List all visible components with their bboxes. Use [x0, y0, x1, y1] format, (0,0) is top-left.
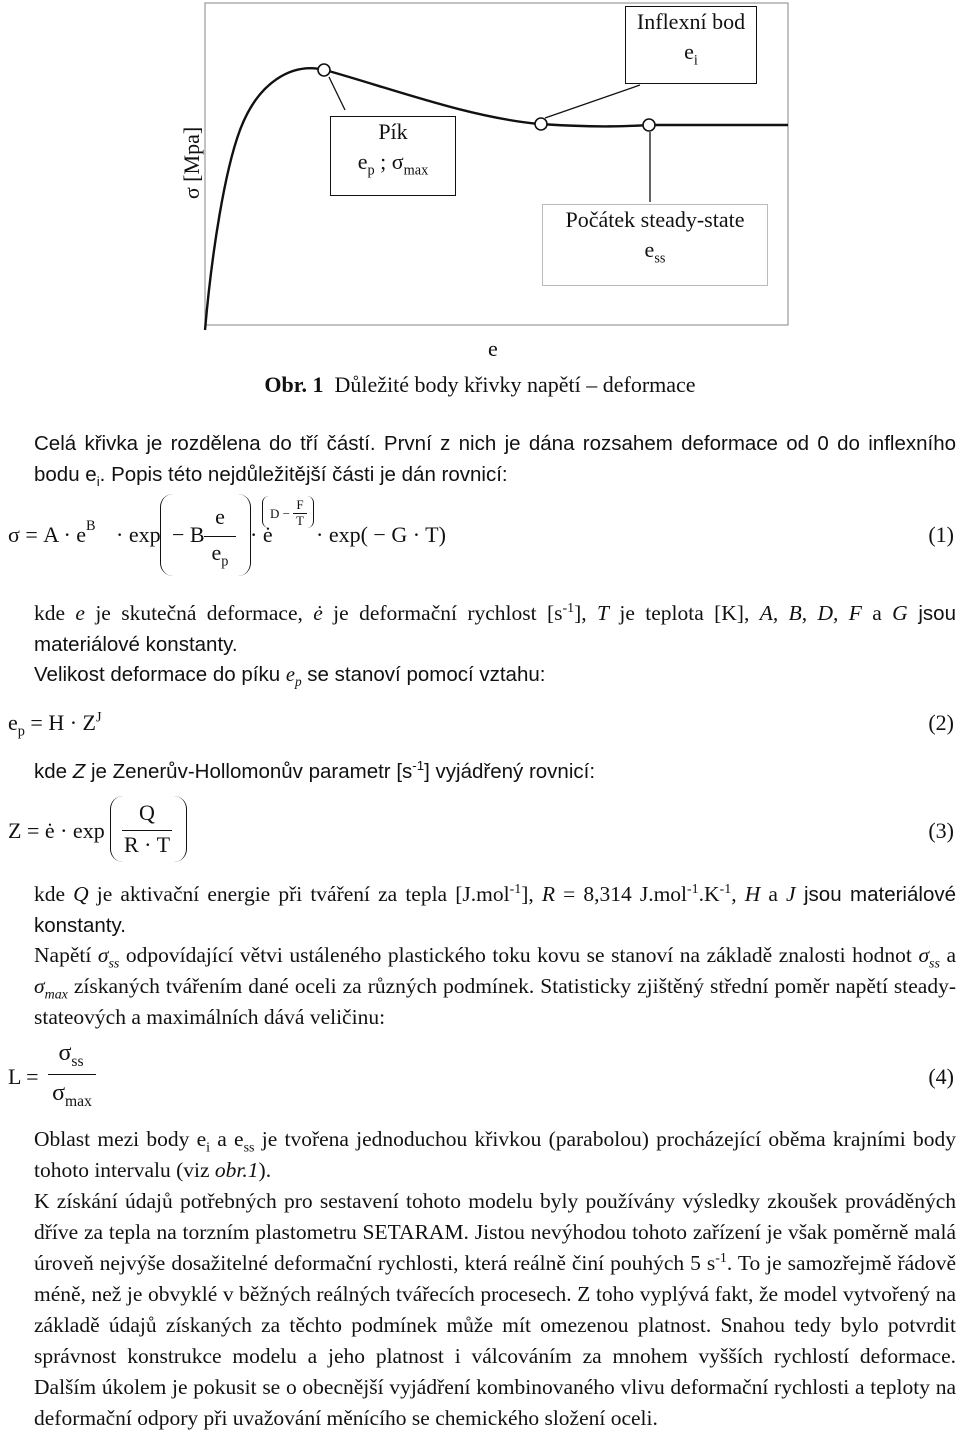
equation-2: [0, 700, 960, 750]
paragraph-steady-stress: Napětí $\sigma_{ss}$ odpovídající větvi ustáleného plastického toku kovu se stanoví na základě znalosti hodnot $\sigma_{ss}$ a $\sigma_{max}$ získaných tvářením dané oceli za různých podmínek. Statisticky zjištěný střední poměr napětí steady-stateových a maximálních dává veličinu:: [34, 943, 957, 1029]
peak-leader-line: [329, 77, 345, 110]
eq1-frac-bar: [204, 536, 236, 537]
figure-caption: [0, 372, 960, 398]
peak-box-title: Pík: [378, 119, 408, 144]
y-axis-label-wrap: [172, 118, 212, 218]
paragraph-intro: Celá křivka je rozdělena do tří částí. První z nich je dána rozsahem deformace od 0 do inflexního bodu $e_i$. Popis této nejdůležitější části je dán rovnicí:: [34, 432, 956, 490]
steady-box-title: Počátek steady-state: [565, 207, 745, 232]
eq1-exp-word: · exp: [116, 522, 161, 547]
inflexion-box-symbol: $e_i$: [684, 38, 698, 69]
steady-state-box: [542, 204, 768, 286]
paragraph-peak-strain: Velikost deformace do píku $e_p$ se stanoví pomocí vztahu:: [34, 663, 546, 690]
eq2-body: $e_p = H \cdot Z^J$: [8, 709, 102, 740]
stress-strain-figure: [0, 0, 960, 380]
inflexion-point-marker: [535, 118, 547, 130]
paragraph-setaram: K získání údajů potřebných pro sestavení tohoto modelu byly používány výsledky zkoušek prováděných dříve za tepla na torzním plastometru SETARAM. Jistou nevýhodou tohoto zařízení je však poměrně malá úroveň nejvýše dosažitelné deformační rychlosti, která reálně činí pouhých 5 $s^{-1}$. To je samozřejmě řádově méně, než je obvyklé v běžných reálných tvářecích procesech. Z toho vyplývá fakt, že model vytvořený na základě údajů získaných za těchto podmínek může mít omezenou platnost. Snahou tedy bylo potvrdit správnost konstrukce modelu a jeho platnost i válcováním za mnohem vyšších rychlostí deformace. Dalším úkolem je pokusit se o obecnější vyjádření kombinovaného vlivu deformační rychlosti a teploty na deformační odpory při uvažování měnícího se chemického složení oceli.: [34, 1189, 956, 1430]
eq3-number: (3): [928, 818, 954, 843]
inflexion-box-title: Inflexní bod: [636, 9, 746, 34]
y-axis-label: σ [Mpa]: [179, 126, 204, 200]
caption-label: Obr. 1: [264, 372, 324, 397]
eq1-minus-b: − B: [172, 522, 205, 547]
inflexion-point-box: [625, 6, 757, 84]
x-axis-label: e: [488, 336, 498, 361]
eq1-frac-den: $e_p$: [211, 540, 229, 570]
eq4-num: $\sigma_{ss}$: [58, 1040, 84, 1070]
eq3-frac-bar: [122, 830, 172, 831]
figure-graphics: [0, 0, 960, 370]
equation-4: [0, 1040, 960, 1120]
eq2-number: (2): [928, 710, 954, 735]
eq3-den: R · T: [123, 832, 171, 857]
peak-box-symbols: $e_p$ ; $\sigma_{max}$: [357, 148, 429, 179]
inflexion-leader-line: [545, 85, 640, 118]
paragraph-eq3-legend: kde Q je aktivační energie při tváření za tepla [J.mol$^{-1}$], R = 8,314 $J.mol^{-1}.K^{-1}$, H a J jsou materiálové konstanty.: [34, 881, 956, 937]
eq1-lhs: $\sigma = A \cdot e^B$: [8, 517, 96, 547]
caption-text: Důležité body křivky napětí – deformace: [334, 372, 696, 397]
eq4-lhs: L =: [8, 1064, 39, 1089]
steady-box-symbol: $e_{ss}$: [644, 236, 666, 267]
eq3-num: Q: [139, 800, 155, 825]
equation-3: [0, 796, 960, 868]
equation-1: [0, 490, 960, 585]
peak-point-marker: [318, 64, 330, 76]
paragraph-parabola: Oblast mezi body $e_i$ a $e_{ss}$ je tvořena jednoduchou křivkou (parabolou) procházející oběma krajními body tohoto intervalu (viz obr.1).: [34, 1127, 956, 1182]
paragraph-eq1-legend: kde e je skutečná deformace, ė je deformační rychlost $[s^{-1}]$, T je teplota [K], A, B, D, F a G jsou materiálové konstanty.: [34, 600, 956, 656]
eq1-tail: · exp( − G · T): [316, 522, 446, 547]
eq4-den: $\sigma_{max}$: [52, 1080, 92, 1110]
eq3-lhs: Z = ė · exp: [8, 818, 105, 843]
eq3-right-paren: [174, 796, 187, 862]
paragraph-zener: kde Z je Zenerův-Hollomonův parametr $[s^{-1}]$ vyjádřený rovnicí:: [34, 758, 596, 783]
eq4-number: (4): [928, 1064, 954, 1089]
eq1-frac-num: e: [215, 504, 225, 529]
eq1-edot: · ė: [250, 522, 273, 547]
eq1-rate-exponent: D − F T: [262, 496, 318, 536]
peak-box: [330, 116, 456, 196]
eq1-number: (1): [928, 522, 954, 547]
stress-strain-curve: [205, 68, 788, 330]
steady-state-point-marker: [643, 119, 655, 131]
eq4-frac-bar: [48, 1074, 96, 1075]
